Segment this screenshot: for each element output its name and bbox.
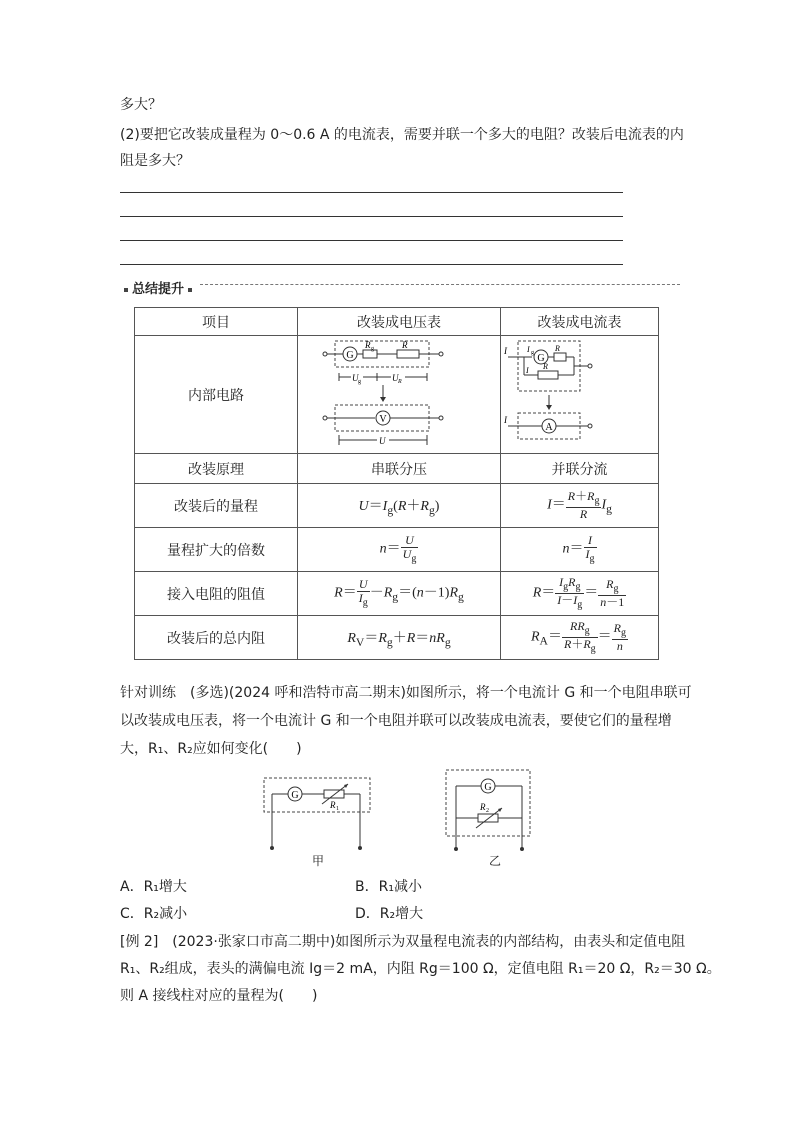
section-divider (200, 284, 680, 285)
row-internal-circuit: 内部电路 (135, 336, 298, 454)
example2-line2: R₁、R₂组成，表头的满偏电流 Ig＝2 mA，内阻 Rg＝100 Ω，定值电阻 R₁＝20 Ω，R₂＝30 Ω。 (120, 961, 721, 977)
option-c[interactable]: C．R₂减小 (120, 906, 188, 922)
row-multiple: 量程扩大的倍数 (135, 528, 298, 572)
svg-text:R: R (330, 800, 336, 810)
svg-text:R: R (554, 343, 560, 353)
option-b[interactable]: B．R₁减小 (355, 879, 422, 895)
bullet-icon (124, 288, 128, 292)
table-row (135, 336, 659, 454)
summary-table (134, 307, 659, 660)
ammeter-circuit-diagram (501, 336, 659, 454)
total-resistance-voltmeter-formula: $R_V=R_g+R=nR_g$ (298, 616, 501, 660)
summary-title: 总结提升 (132, 282, 185, 297)
svg-text:1: 1 (336, 806, 339, 812)
option-d[interactable]: D．R₂增大 (355, 906, 424, 922)
svg-text:R: R (402, 339, 408, 350)
bullet-icon (188, 288, 192, 292)
header-voltmeter: 改装成电压表 (298, 308, 501, 336)
table-row (135, 528, 659, 572)
range-ammeter-formula: I＝ $\frac{R+R_g}{R}$ $I_g$ (501, 484, 659, 528)
figure-jia-series-circuit (262, 776, 374, 860)
voltmeter-circuit-diagram (298, 336, 501, 454)
question-continuation: 多大？ (120, 97, 162, 113)
multiple-voltmeter-formula: n＝ $\frac{U}{U_g}$ (298, 528, 501, 572)
figure-jia-caption: 甲 (312, 854, 325, 868)
row-range: 改装后的量程 (135, 484, 298, 528)
principle-voltmeter: 串联分压 (298, 454, 501, 484)
svg-text:I: I (525, 365, 529, 375)
svg-text:I: I (526, 344, 530, 354)
resistance-voltmeter-formula: R＝ $\frac{U}{I_g}$ $-R_g=(n-1)R_g$ (298, 572, 501, 616)
svg-text:G: G (291, 790, 299, 801)
table-row (135, 484, 659, 528)
svg-text:A: A (544, 421, 553, 433)
practice-line2: 以改装成电压表，将一个电流计 G 和一个电阻并联可以改装成电流表，要使它们的量程增 (120, 713, 672, 729)
table-row (135, 572, 659, 616)
svg-text:U: U (352, 372, 359, 383)
svg-text:R: R (480, 802, 486, 812)
svg-text:g: g (358, 378, 361, 385)
svg-text:R: R (365, 339, 371, 350)
row-total-resistance: 改装后的总内阻 (135, 616, 298, 660)
header-item: 项目 (135, 308, 298, 336)
svg-text:g: g (371, 345, 374, 352)
option-a[interactable]: A．R₁增大 (120, 879, 187, 895)
svg-text:g: g (530, 349, 534, 356)
multiple-ammeter-formula: n＝ $\frac{I}{I_g}$ (501, 528, 659, 572)
answer-line (120, 216, 623, 217)
principle-ammeter: 并联分流 (501, 454, 659, 484)
answer-line (120, 240, 623, 241)
svg-text:U: U (392, 372, 399, 383)
example2-line3: 则 A 接线柱对应的量程为( ) (120, 988, 318, 1004)
svg-text:G: G (346, 349, 354, 361)
table-row (135, 616, 659, 660)
practice-line3: 大，R₁、R₂应如何变化( ) (120, 741, 302, 757)
answer-line (120, 264, 623, 265)
question-2-line1: (2)要把它改装成量程为 0～0.6 A 的电流表，需要并联一个多大的电阻？改装后电流表的内 (120, 127, 684, 143)
resistance-ammeter-formula: R＝ $\frac{I_gR_g}{I-I_g}$ ＝ $\frac{R_g}{n-1}$ (501, 572, 659, 616)
header-ammeter: 改装成电流表 (501, 308, 659, 336)
svg-text:U: U (379, 435, 386, 446)
total-resistance-ammeter-formula: $R_A=$ $\frac{RR_g}{R+R_g}$ ＝ $\frac{R_g}{n}$ (501, 616, 659, 660)
example2-line1: [例 2] (2023·张家口市高二期中)如图所示为双量程电流表的内部结构，由表头和定值电阻 (120, 934, 686, 950)
svg-text:R: R (398, 378, 402, 385)
table-row (135, 454, 659, 484)
row-principle: 改装原理 (135, 454, 298, 484)
figure-yi-parallel-circuit (444, 768, 534, 856)
answer-line (120, 192, 623, 193)
question-2-line2: 阻是多大？ (120, 153, 190, 169)
summary-header (120, 278, 196, 297)
svg-text:G: G (484, 782, 492, 793)
svg-text:I: I (503, 414, 507, 425)
practice-line1: 针对训练 (多选)(2024 呼和浩特市高二期末)如图所示，将一个电流计 G 和一个电阻串联可 (120, 685, 692, 701)
range-voltmeter-formula: $U=I_g(R+R_g)$ (298, 484, 501, 528)
row-resistance: 接入电阻的阻值 (135, 572, 298, 616)
figure-yi-caption: 乙 (489, 854, 502, 868)
svg-text:G: G (536, 352, 545, 364)
table-row (135, 308, 659, 336)
svg-text:2: 2 (486, 808, 489, 814)
svg-text:I: I (503, 345, 507, 356)
svg-text:R: R (542, 361, 548, 371)
svg-text:V: V (379, 413, 387, 425)
